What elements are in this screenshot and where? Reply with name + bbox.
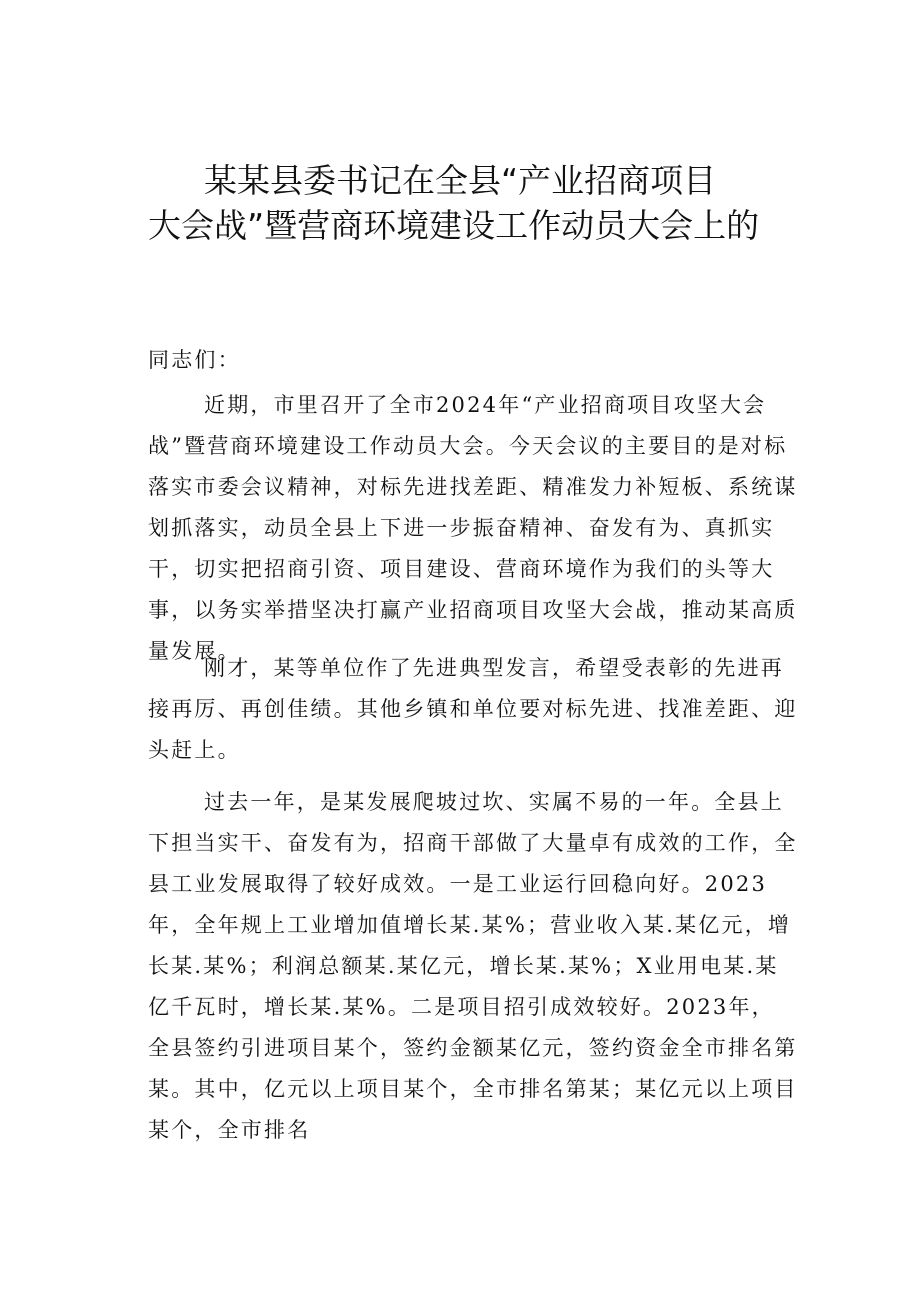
paragraph-3: 过去一年，是某发展爬坡过坎、实属不易的一年。全县上下担当实干、奋发有为，招商干部做了大量卓有成效的工作，全县工业发展取得了较好成效。一是工业运行回稳向好。2023年，全年规上工业增加值增长某.某%；营业收入某.某亿元，增长某.某%；利润总额某.某亿元，增长某.某%；X业用电某.某亿千瓦时，增长某.某%。二是项目招引成效较好。2023年，全县签约引进项目某个，签约金额某亿元，签约资金全市排名第某。其中，亿元以上项目某个，全市排名第某；某亿元以上项目某个，全市排名 [148, 790, 798, 1142]
title-line-1: 某某县委书记在全县“产业招商项目 [204, 161, 717, 200]
paragraph-1: 近期，市里召开了全市2024年“产业招商项目攻坚大会战”暨营商环境建设工作动员大会。今天会议的主要目的是对标落实市委会议精神，对标先进找差距、精准发力补短板、系统谋划抓落实，动员全县上下进一步振奋精神、奋发有为、真抓实干，切实把招商引资、项目建设、营商环境作为我们的头等大事，以务实举措坚决打赢产业招商项目攻坚大会战，推动某高质量发展。 [148, 393, 798, 663]
document-title [148, 158, 808, 248]
title-line-2: 大会战”暨营商环境建设工作动员大会上的 [148, 206, 760, 245]
paragraph-2: 刚才，某等单位作了先进典型发言，希望受表彰的先进再接再厉、再创佳绩。其他乡镇和单位要对标先进、找准差距、迎头赶上。 [148, 656, 798, 762]
salutation: 同志们： [148, 348, 241, 372]
